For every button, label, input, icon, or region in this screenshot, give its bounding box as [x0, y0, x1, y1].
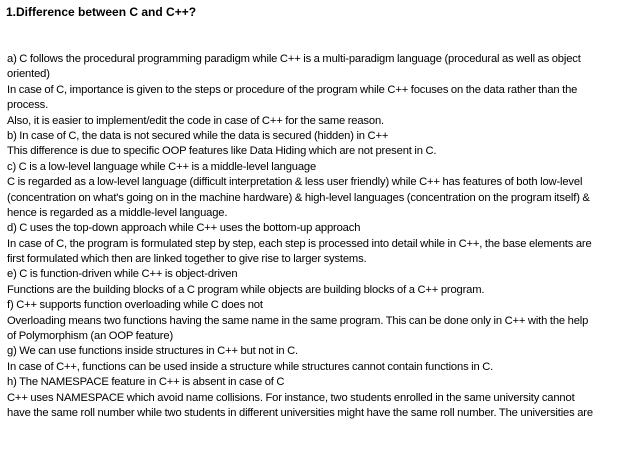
text-line: This difference is due to specific OOP features like Data Hiding which are not present in C. [7, 145, 437, 158]
text-line: process. [7, 99, 49, 112]
text-line: Overloading means two functions having the same name in the same program. This can be done only in C++ with the help [7, 314, 589, 327]
document-body [7, 52, 635, 421]
text-line: first formulated which then are linked together to give rise to larger systems. [7, 253, 367, 266]
text-line: b) In case of C, the data is not secured while the data is secured (hidden) in C++ [7, 129, 389, 142]
text-line: c) C is a low-level language while C++ is a middle-level language [7, 160, 317, 173]
page-title: 1.Difference between C and C++? [6, 5, 197, 19]
text-line: C++ uses NAMESPACE which avoid name collisions. For instance, two students enrolled in the same university cannot [7, 391, 575, 404]
text-line: (concentration on what's going on in the machine hardware) & high-level languages (concentration on the program itself) & [7, 191, 590, 204]
text-line: g) We can use functions inside structures in C++ but not in C. [7, 345, 298, 358]
text-line: Functions are the building blocks of a C program while objects are building blocks of a C++ program. [7, 283, 485, 296]
text-line: f) C++ supports function overloading while C does not [7, 299, 263, 312]
text-line: In case of C, the program is formulated step by step, each step is processed into detail while in C++, the base elements are [7, 237, 592, 250]
text-line: d) C uses the top-down approach while C++ uses the bottom-up approach [7, 222, 361, 235]
text-line: of Polymorphism (an OOP feature) [7, 330, 174, 343]
text-line: a) C follows the procedural programming paradigm while C++ is a multi-paradigm language (procedural as well as object [7, 53, 581, 65]
text-line: C is regarded as a low-level language (difficult interpretation & less user friendly) while C++ has features of both low-level [7, 176, 583, 189]
text-line: In case of C, importance is given to the steps or procedure of the program while C++ focuses on the data rather than the [7, 83, 578, 96]
text-line: Also, it is easier to implement/edit the code in case of C++ for the same reason. [7, 114, 384, 127]
text-line: hence is regarded as a middle-level language. [7, 206, 228, 219]
text-line: have the same roll number while two students in different universities might have the same roll number. The universities are [7, 406, 593, 419]
text-line: In case of C++, functions can be used inside a structure while structures cannot contain functions in C. [7, 360, 494, 373]
text-line: oriented) [7, 68, 50, 81]
text-line: e) C is function-driven while C++ is object-driven [7, 268, 238, 281]
text-line: h) The NAMESPACE feature in C++ is absent in case of C [7, 376, 285, 389]
